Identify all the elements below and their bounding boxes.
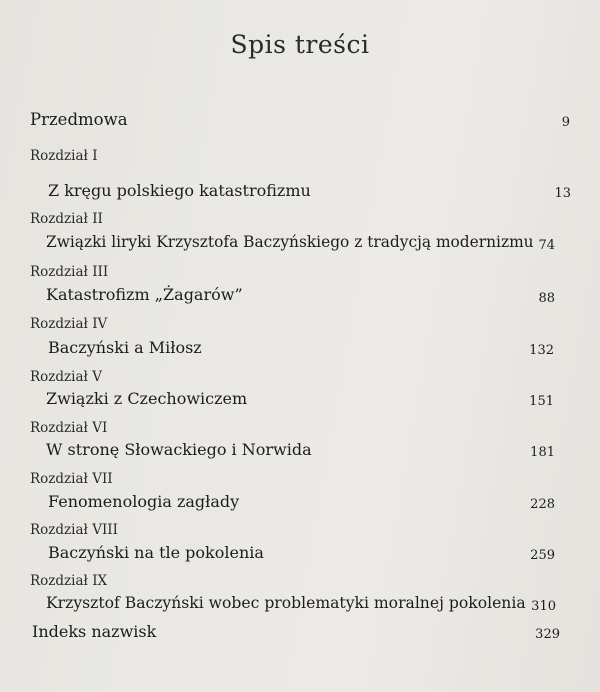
chapter-label: Rozdział V <box>30 369 102 385</box>
chapter-label: Rozdział VII <box>30 471 113 487</box>
chapter-label: Rozdział II <box>30 211 103 227</box>
chapter-label: Rozdział III <box>30 264 109 280</box>
chapter-page: 88 <box>538 291 555 306</box>
back-matter-title: Indeks nazwisk <box>32 622 157 641</box>
front-matter-title: Przedmowa <box>30 110 128 129</box>
front-matter-page: 9 <box>561 115 570 130</box>
chapter-page: 181 <box>530 445 555 460</box>
chapter-page: 13 <box>554 186 571 201</box>
chapter-title: Z kręgu polskiego katastrofizmu <box>48 181 311 200</box>
chapter-page: 132 <box>529 343 554 358</box>
chapter-label: Rozdział VI <box>30 420 108 436</box>
chapter-label: Rozdział IV <box>30 316 108 332</box>
chapter-page: 310 <box>531 599 556 614</box>
chapter-title: Katastrofizm „Żagarów” <box>46 285 243 304</box>
chapter-title: Baczyński na tle pokolenia <box>48 543 264 562</box>
chapter-page: 228 <box>530 497 555 512</box>
page-title: Spis treści <box>230 30 370 59</box>
chapter-title: W stronę Słowackiego i Norwida <box>46 440 312 459</box>
chapter-title: Związki z Czechowiczem <box>46 389 248 408</box>
chapter-label: Rozdział I <box>30 148 98 164</box>
chapter-label: Rozdział IX <box>30 573 108 589</box>
chapter-title: Fenomenologia zagłady <box>48 492 240 511</box>
chapter-page: 74 <box>538 238 555 253</box>
back-matter-page: 329 <box>535 627 560 642</box>
chapter-title: Związki liryki Krzysztofa Baczyńskiego z tradycją modernizmu <box>46 233 534 251</box>
chapter-label: Rozdział VIII <box>30 522 118 538</box>
chapter-title: Baczyński a Miłosz <box>48 338 202 357</box>
chapter-title: Krzysztof Baczyński wobec problematyki moralnej pokolenia <box>46 594 526 612</box>
chapter-page: 259 <box>530 548 555 563</box>
chapter-page: 151 <box>529 394 554 409</box>
